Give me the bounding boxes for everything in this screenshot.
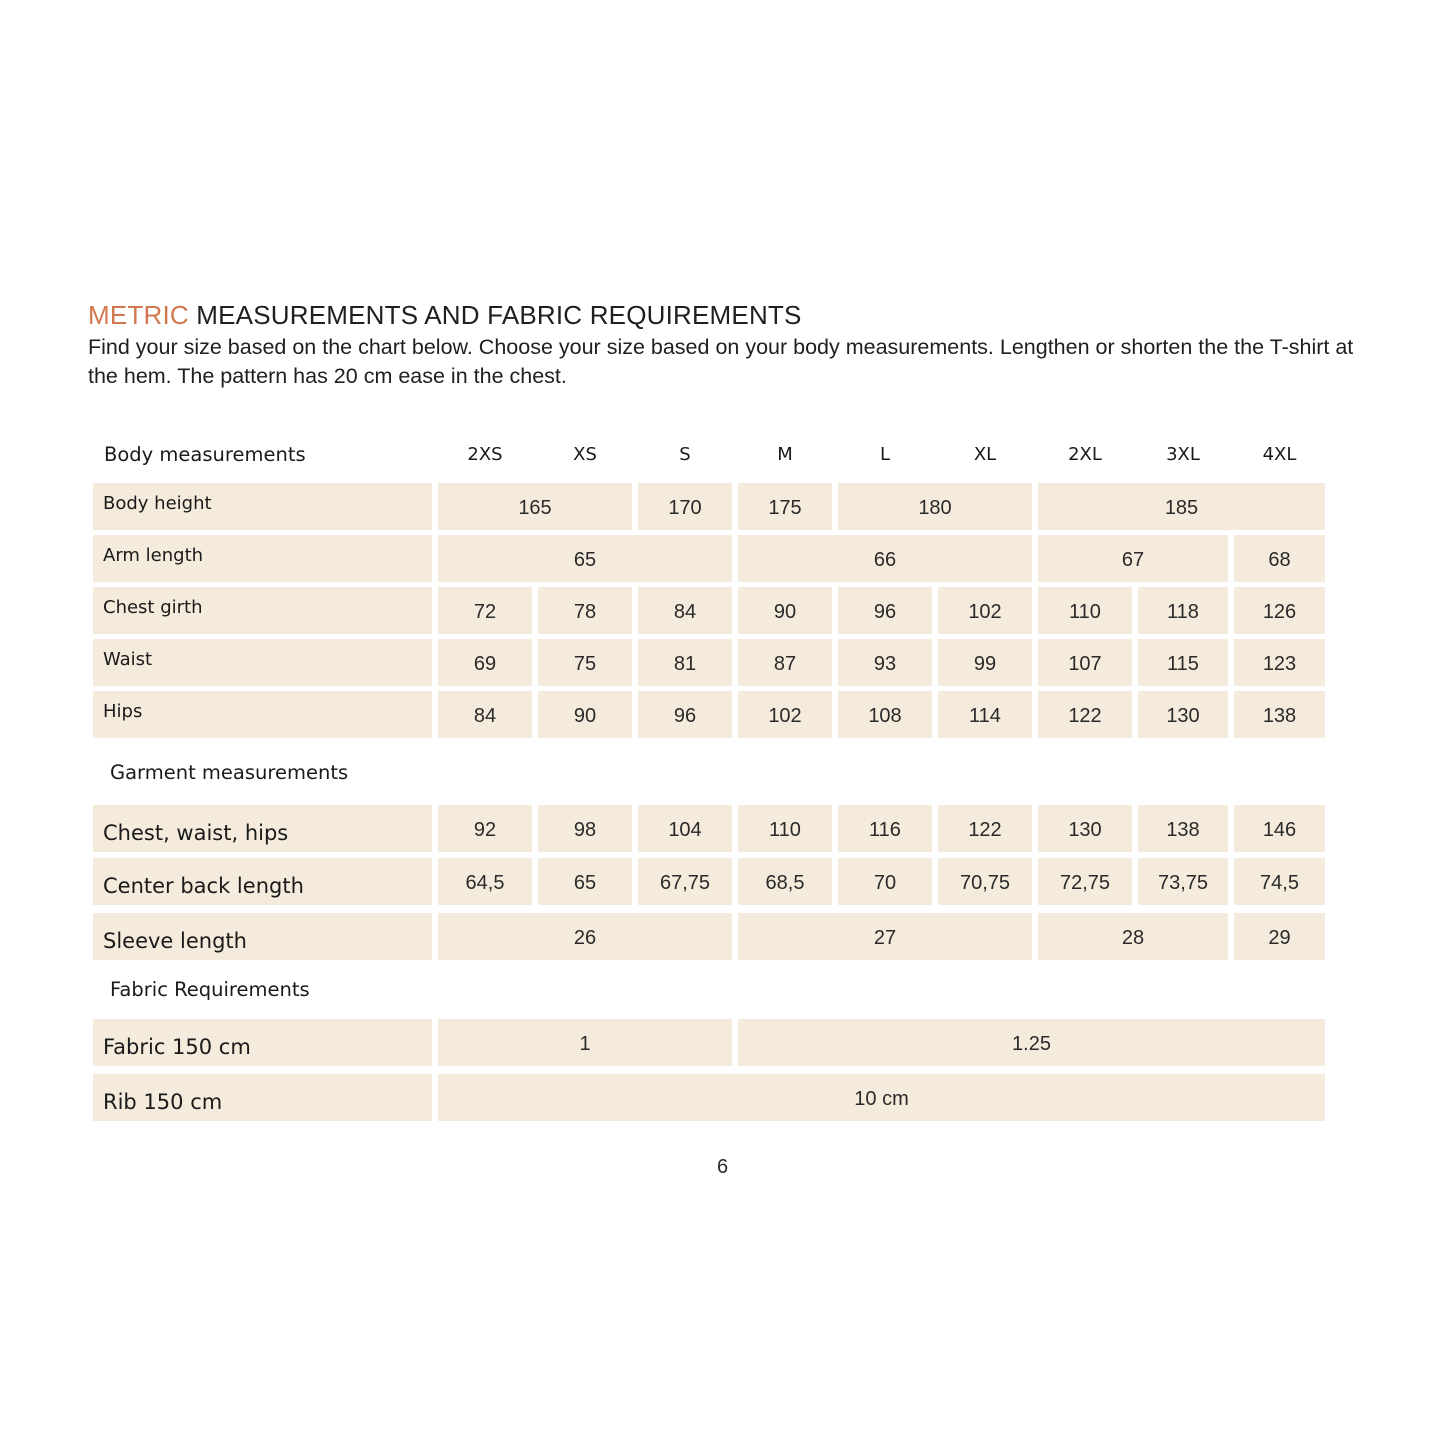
table-cell: 26: [438, 913, 732, 960]
table-cell: 69: [438, 639, 532, 686]
table-cell: 110: [738, 805, 832, 852]
table-cell: 90: [738, 587, 832, 634]
size-header-l: L: [879, 444, 891, 465]
table-cell: 180: [838, 483, 1032, 530]
section-garment-measurements: Garment measurements: [110, 761, 349, 784]
table-cell: 70: [838, 858, 932, 905]
size-header-s: S: [679, 444, 691, 465]
table-cell: 29: [1234, 913, 1325, 960]
table-cell: 138: [1138, 805, 1228, 852]
table-cell: 28: [1038, 913, 1228, 960]
table-cell: 93: [838, 639, 932, 686]
table-cell: 65: [538, 858, 632, 905]
row-label: Chest, waist, hips: [93, 805, 432, 852]
row-label: Rib 150 cm: [93, 1074, 432, 1121]
page-number: 6: [716, 1156, 729, 1178]
size-header-2xs: 2XS: [467, 444, 503, 465]
title-accent: METRIC: [88, 300, 189, 330]
table-cell: 1: [438, 1019, 732, 1066]
table-cell: 165: [438, 483, 632, 530]
table-cell: 75: [538, 639, 632, 686]
page-title: [88, 300, 802, 331]
table-cell: 185: [1038, 483, 1325, 530]
row-label: Hips: [93, 691, 432, 738]
table-cell: 67: [1038, 535, 1228, 582]
table-cell: 138: [1234, 691, 1325, 738]
table-cell: 108: [838, 691, 932, 738]
table-cell: 130: [1138, 691, 1228, 738]
table-cell: 122: [938, 805, 1032, 852]
size-header-m: M: [777, 444, 793, 465]
size-header-3xl: 3XL: [1166, 444, 1200, 465]
table-cell: 126: [1234, 587, 1325, 634]
table-cell: 73,75: [1138, 858, 1228, 905]
table-cell: 170: [638, 483, 732, 530]
size-header-xs: XS: [573, 444, 597, 465]
table-cell: 122: [1038, 691, 1132, 738]
table-cell: 104: [638, 805, 732, 852]
table-cell: 65: [438, 535, 732, 582]
table-cell: 114: [938, 691, 1032, 738]
table-cell: 175: [738, 483, 832, 530]
table-cell: 116: [838, 805, 932, 852]
table-cell: 81: [638, 639, 732, 686]
table-cell: 64,5: [438, 858, 532, 905]
table-cell: 99: [938, 639, 1032, 686]
row-label: Center back length: [93, 858, 432, 905]
table-cell: 102: [738, 691, 832, 738]
table-cell: 87: [738, 639, 832, 686]
table-cell: 107: [1038, 639, 1132, 686]
table-cell: 70,75: [938, 858, 1032, 905]
table-cell: 115: [1138, 639, 1228, 686]
table-cell: 98: [538, 805, 632, 852]
table-cell: 118: [1138, 587, 1228, 634]
table-cell: 10 cm: [438, 1074, 1325, 1121]
row-label: Fabric 150 cm: [93, 1019, 432, 1066]
table-cell: 27: [738, 913, 1032, 960]
table-cell: 74,5: [1234, 858, 1325, 905]
title-rest: MEASUREMENTS AND FABRIC REQUIREMENTS: [188, 300, 802, 330]
row-label: Waist: [93, 639, 432, 686]
table-cell: 130: [1038, 805, 1132, 852]
table-cell: 72,75: [1038, 858, 1132, 905]
table-cell: 66: [738, 535, 1032, 582]
table-cell: 96: [638, 691, 732, 738]
size-header-2xl: 2XL: [1068, 444, 1102, 465]
size-header-4xl: 4XL: [1262, 444, 1297, 465]
table-cell: 68: [1234, 535, 1325, 582]
row-label: Chest girth: [93, 587, 432, 634]
section-fabric-requirements: Fabric Requirements: [110, 978, 310, 1001]
table-cell: 84: [438, 691, 532, 738]
table-cell: 68,5: [738, 858, 832, 905]
table-cell: 90: [538, 691, 632, 738]
table-cell: 146: [1234, 805, 1325, 852]
intro-text: Find your size based on the chart below. Choose your size based on your body measurements. Lengthen or shorten the the T-shirt at the hem. The pattern has 20 cm ease in the chest.: [88, 335, 1354, 388]
table-cell: 96: [838, 587, 932, 634]
size-header-xl: XL: [973, 444, 997, 465]
table-cell: 123: [1234, 639, 1325, 686]
row-label: Sleeve length: [93, 913, 432, 960]
table-cell: 72: [438, 587, 532, 634]
row-label: Body height: [93, 483, 432, 530]
table-cell: 102: [938, 587, 1032, 634]
section-body-measurements: Body measurements: [104, 443, 306, 466]
table-cell: 84: [638, 587, 732, 634]
table-cell: 78: [538, 587, 632, 634]
table-cell: 92: [438, 805, 532, 852]
table-cell: 110: [1038, 587, 1132, 634]
table-cell: 1.25: [738, 1019, 1325, 1066]
table-cell: 67,75: [638, 858, 732, 905]
row-label: Arm length: [93, 535, 432, 582]
